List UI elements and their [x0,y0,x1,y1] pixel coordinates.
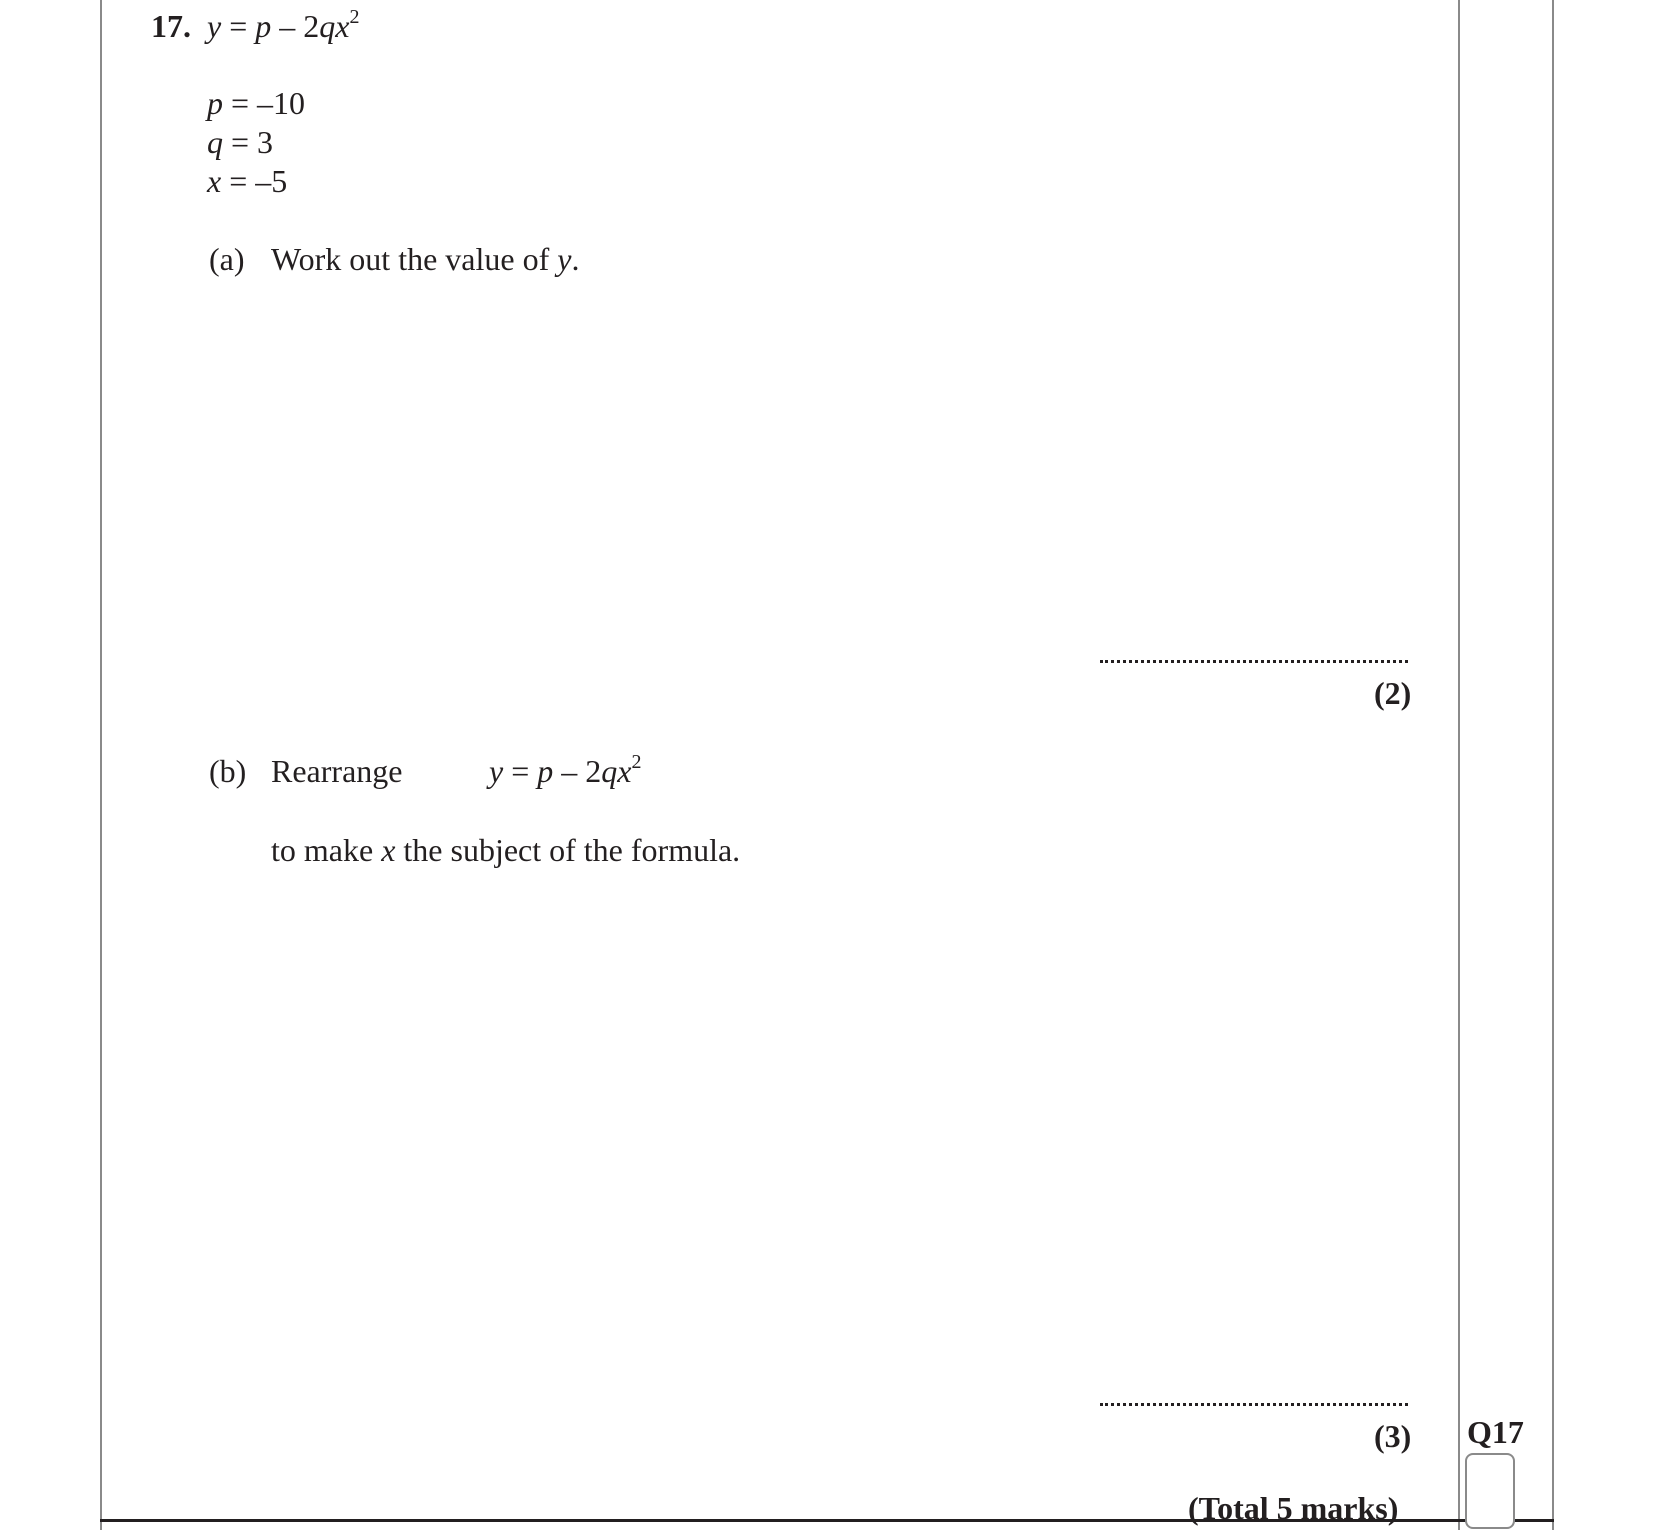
part-b-formula-minus: – 2 [553,753,602,789]
main-formula [207,6,360,44]
given-x-value: = –5 [221,163,288,199]
part-b-formula-x: x [617,753,632,789]
given-x-var: x [207,163,222,199]
formula-minus: – 2 [271,8,320,44]
answer-column-line [1458,0,1460,1530]
part-b-formula-eq: = [503,753,538,789]
given-q-var: q [207,124,223,160]
part-a-marks: (2) [1374,675,1412,711]
given-q-value: = 3 [223,124,274,160]
part-a-var: y [557,241,572,277]
total-marks: (Total 5 marks) [1188,1490,1399,1526]
part-b-answer-line[interactable] [1100,1403,1408,1406]
formula-x: x [335,8,350,44]
part-b-instruction: Rearrange [271,753,403,789]
given-p-var: p [207,85,223,121]
formula-y: y [207,8,222,44]
part-a-answer-line[interactable] [1100,660,1408,663]
part-a-end: . [571,241,580,277]
formula-eq: = [221,8,256,44]
marks-box [1465,1453,1515,1529]
part-b-formula-p: p [537,753,554,789]
part-b-formula-q: q [601,753,618,789]
formula-p: p [255,8,272,44]
part-b-formula [489,751,642,789]
question-label: Q17 [1467,1414,1524,1450]
formula-exponent: 2 [349,6,360,28]
part-b-line2-post: the subject of the formula. [395,832,741,868]
part-b-line2 [271,834,740,866]
part-b-line2-pre: to make [271,832,382,868]
right-margin-line [1552,0,1554,1530]
question-number: 17. [151,8,191,44]
given-x [207,165,287,197]
part-b-formula-exponent: 2 [631,751,642,773]
part-a-label: (a) [209,241,245,277]
part-b-label: (b) [209,753,247,789]
part-b-line2-var: x [381,832,396,868]
given-p-value: = –10 [223,85,306,121]
part-b-marks: (3) [1374,1418,1412,1454]
left-margin-line [100,0,102,1530]
formula-q: q [319,8,336,44]
given-q [207,126,273,158]
part-b-formula-y: y [489,753,504,789]
part-a-instruction: Work out the value of [271,241,558,277]
given-p [207,87,305,119]
part-a-text [271,243,579,275]
